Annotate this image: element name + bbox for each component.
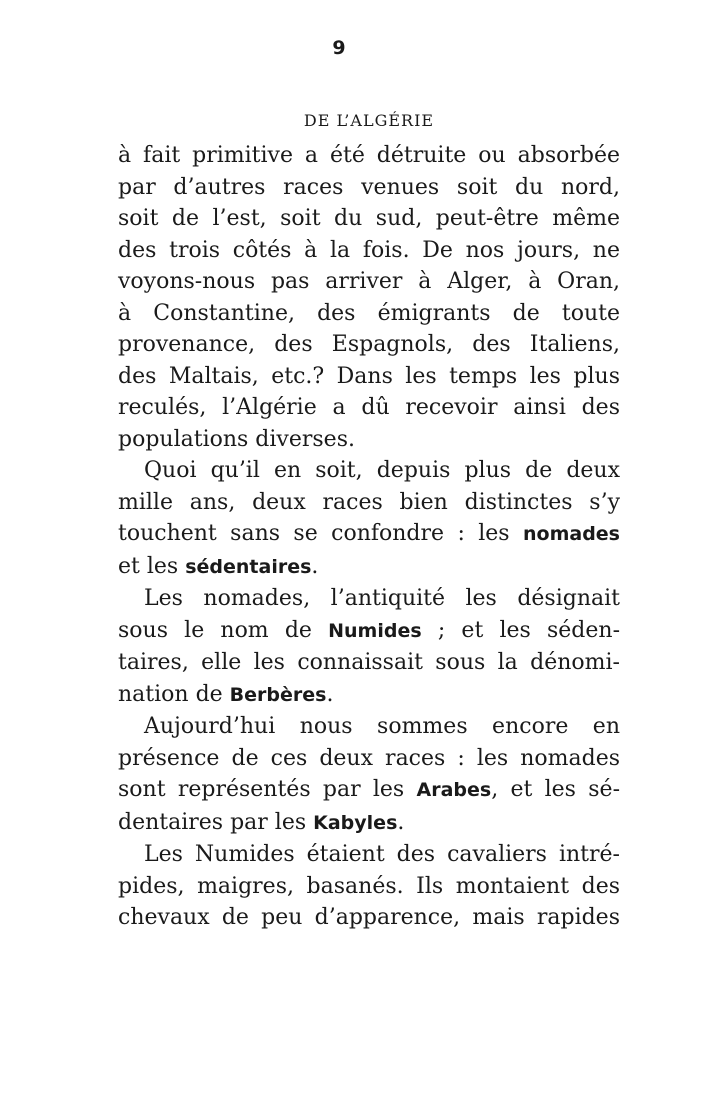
text-segment: chevaux de peu d’apparence, mais rapides: [118, 905, 620, 930]
text-segment: des trois côtés à la fois. De nos jours, ne: [118, 237, 620, 263]
text-line: [118, 392, 620, 424]
text-segment: Les nomades, l’antiquité les désignait: [144, 586, 620, 611]
text-segment: par d’autres races venues soit du nord,: [118, 174, 620, 200]
text-line: [118, 487, 620, 519]
text-segment: soit de l’est, soit du sud, peut-être même: [118, 206, 620, 231]
text-line: [118, 203, 620, 235]
text-segment: Quoi qu’il en soit, depuis plus de deux: [144, 458, 620, 483]
text-segment: .: [326, 681, 334, 707]
text-line: [118, 140, 620, 172]
text-segment: à Constantine, des émigrants de toute: [118, 300, 620, 326]
page-number: 9: [332, 37, 346, 59]
text-line: [118, 615, 620, 648]
text-line: [118, 329, 620, 361]
text-line: [118, 583, 620, 615]
text-line: [118, 518, 620, 551]
text-segment: populations diverses.: [118, 426, 355, 452]
text-line: [118, 235, 620, 267]
text-segment: à fait primitive a été détruite ou absorbée: [118, 143, 620, 168]
text-line: [118, 902, 620, 934]
text-segment: touchent sans se confondre : les: [118, 521, 523, 546]
text-line: [118, 298, 620, 330]
bold-term: Berbères: [229, 683, 327, 706]
text-line: [118, 711, 620, 743]
text-segment: .: [397, 809, 405, 835]
text-line: [118, 266, 620, 298]
text-line: [118, 172, 620, 204]
text-line: [118, 647, 620, 679]
text-segment: pides, maigres, basanés. Ils montaient des: [118, 873, 620, 899]
body-text: [118, 140, 620, 934]
text-segment: nation de: [118, 681, 230, 707]
text-segment: provenance, des Espagnols, des Italiens,: [118, 332, 620, 357]
bold-term: Arabes: [416, 779, 492, 801]
text-line: [118, 871, 620, 903]
text-segment: présence de ces deux races : les nomades: [118, 745, 620, 771]
bold-term: nomades: [523, 523, 620, 545]
text-segment: sont représentés par les: [118, 777, 417, 802]
text-segment: voyons-nous pas arriver à Alger, à Oran,: [118, 269, 620, 294]
text-segment: dentaires par les: [118, 809, 314, 835]
text-line: [118, 424, 620, 456]
text-segment: , et les sé-: [491, 777, 620, 802]
text-segment: .: [311, 553, 319, 579]
bold-term: Kabyles: [313, 811, 398, 834]
text-segment: taires, elle les connaissait sous la dénomi-: [118, 650, 620, 675]
text-segment: des Maltais, etc.? Dans les temps les plus: [118, 363, 620, 389]
text-line: [118, 743, 620, 775]
text-segment: mille ans, deux races bien distinctes s’y: [118, 489, 620, 515]
text-segment: Aujourd’hui nous sommes encore en: [144, 714, 620, 739]
text-line: [118, 839, 620, 871]
text-line: [118, 361, 620, 393]
text-line: [118, 679, 620, 712]
running-title: DE L’ALGÉRIE: [303, 111, 435, 130]
text-segment: ; et les séden-: [421, 617, 620, 643]
text-line: [118, 774, 620, 807]
text-segment: reculés, l’Algérie a dû recevoir ainsi des: [118, 395, 620, 420]
text-line: [118, 455, 620, 487]
text-segment: Les Numides étaient des cavaliers intré-: [144, 842, 620, 867]
text-segment: sous le nom de: [118, 617, 329, 643]
text-line: [118, 551, 620, 584]
bold-term: Numides: [328, 619, 422, 642]
bold-term: sédentaires: [185, 555, 312, 578]
text-line: [118, 807, 620, 840]
text-segment: et les: [118, 553, 186, 579]
